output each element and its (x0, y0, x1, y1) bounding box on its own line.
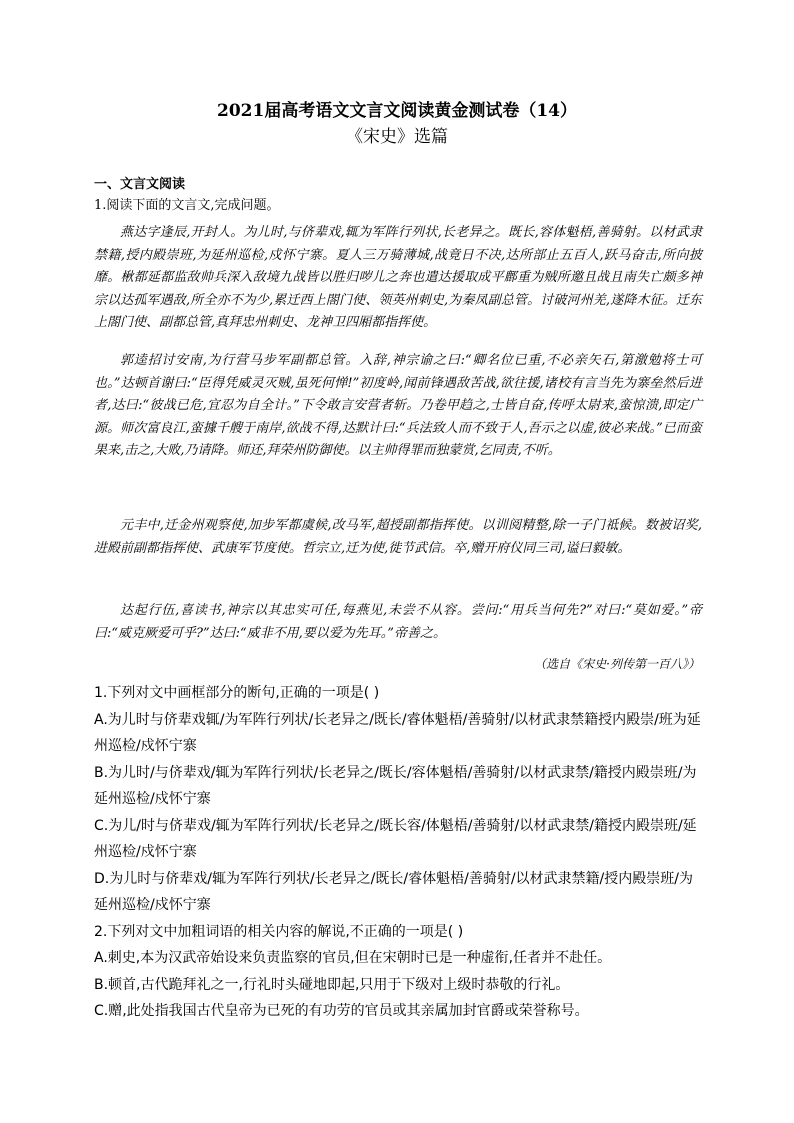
questions (94, 680, 704, 1025)
passage-paragraph: 元丰中,迁金州观察使,加步军都虞候,改马军,超授副都指挥使。以训阅精整,除一子门祗候。数被诏奖,进殿前副都指挥使、武康军节度使。哲宗立,迁为使,徙节武信。卒,赠开府仪同三司,谥曰毅敏。 (94, 518, 702, 556)
question-1-option: C.为儿/时与侪辈戏/辄为军阵行列状/长老异之/既长容/体魁梧/善骑射/以材武隶禁/籍授内殿崇班/延州巡检/戍怀宁寨 (94, 817, 697, 860)
source-citation: （选自《宋史·列传第一百八》） (534, 657, 700, 671)
question-2-option: B.顿首,古代跪拜礼之一,行礼时头碰地即起,只用于下级对上级时恭敬的行礼。 (94, 976, 570, 993)
question-2-option: C.赠,此处指我国古代皇帝为已死的有功劳的官员或其亲属加封官爵或荣誉称号。 (94, 1003, 589, 1019)
passage-paragraph: 燕达字逢辰,开封人。为儿时,与侪辈戏,辄为军阵行列状,长老异之。既长,容体魁梧,善骑射。以材武隶禁籍,授内殿崇班,为延州巡检,戍怀宁寨。夏人三万骑薄城,战竟日不决,达所部止五百人,跃马奋击,所向披靡。楸都延都监敌帅兵深入敌境九战皆以胜归哕儿之奔也遣达援取成平鄜重为贼所邀且战且南失亡颇多神宗以达孤军遇敌,所全亦不为少,累迁西上閤门使、领英州刺史,为秦凤副总管。讨破河州羌,遂降木征。迁东上閤门使、副都总管,真拜忠州刺史、龙神卫四厢都指挥使。 (94, 225, 702, 330)
question-1-option: B.为儿时/与侪辈戏/辄为军阵行列状/长老异之/既长/容体魁梧/善骑射/以材武隶禁/籍授内殿崇班/为延州巡检/戍怀宁寨 (94, 764, 697, 807)
question-1-option: A.为儿时与侪辈戏辄/为军阵行列状/长老异之/既长/睿体魁梧/善骑射/以材武隶禁籍授内殿崇/班为延州巡检/戍怀宁寨 (94, 711, 701, 754)
document-subtitle: 《宋史》选篇 (346, 127, 448, 147)
passage-paragraph: 达起行伍,喜读书,神宗以其忠实可任,每燕见,未尝不从容。尝问:“用兵当何先?”对曰:“莫如爱。”帝曰:“威克厥爱可乎?”达曰:“威非不用,要以爱为先耳。”帝善之。 (94, 603, 702, 641)
passage-paragraph: 郭逵招讨安南,为行营马步军副都总管。入辞,神宗谕之曰:“卿名位已重,不必亲矢石,第激勉将士可也。”达顿首谢曰:“臣得凭威灵灭贼,虽死何惮!”初度岭,闻前锋遇敌苦战,欲往援,诸校有言当先为寨垒然后进者,达曰:“彼战已危,宜忍为自全计。”下令敢言安营者斩。乃卷甲趋之,士皆自奋,传呼太尉来,蛮惊溃,即定广源。师次富良江,蛮據千艘于南岸,欲战不得,达默计曰:“兵法致人而不致于人,吾示之以虚,彼必来战。”已而蛮果来,击之,大败,乃请降。师还,拜荣州防御使。以主帅得罪而独蒙赏,乞同责,不听。 (94, 353, 702, 458)
instruction: 1.阅读下面的文言文,完成问题。 (94, 198, 280, 213)
document-title: 2021届高考语文文言文阅读黄金测试卷（14） (217, 101, 577, 121)
question-2-option: A.刺史,本为汉武帝始设来负责监察的官员,但在宋朝时已是一种虚衔,任者并不赴任。 (94, 950, 612, 966)
section-heading: 一、文言文阅读 (94, 177, 186, 192)
question-1-stem: 1.下列对文中画框部分的断句,正确的一项是( ) (94, 685, 380, 701)
question-2-stem: 2.下列对文中加粗词语的相关内容的解说,不正确的一项是( ) (94, 923, 464, 940)
question-1-option: D.为儿时与侪辈戏/辄为军阵行列状/长老异之/既长/睿体魁梧/善骑射/以材武隶禁籍/授内殿崇班/为延州巡检/戍怀宁寨 (94, 870, 693, 913)
